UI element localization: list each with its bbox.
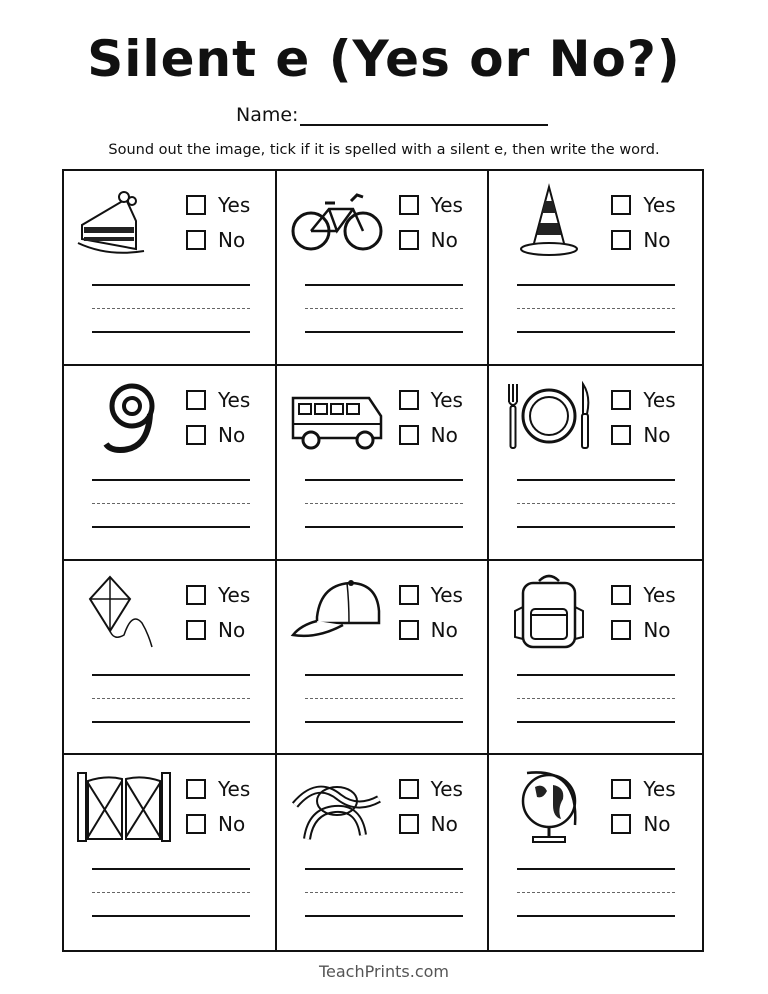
writing-line-top[interactable] (92, 674, 250, 676)
yes-checkbox[interactable] (399, 195, 419, 215)
worksheet-cell (277, 171, 490, 366)
writing-line-dashed (517, 892, 675, 893)
instructions: Sound out the image, tick if it is spelled with a silent e, then write the word. (108, 142, 660, 158)
writing-line-bottom[interactable] (517, 721, 675, 723)
writing-line-top[interactable] (305, 479, 463, 481)
no-checkbox[interactable] (186, 230, 206, 250)
footer-credit: TeachPrints.com (318, 962, 450, 981)
writing-line-top[interactable] (517, 284, 675, 286)
yes-checkbox[interactable] (611, 195, 631, 215)
writing-line-top[interactable] (517, 674, 675, 676)
yes-checkbox[interactable] (186, 585, 206, 605)
writing-line-top[interactable] (517, 868, 675, 870)
yes-option[interactable] (611, 583, 675, 607)
writing-line-dashed (517, 503, 675, 504)
name-input-line[interactable] (300, 104, 548, 126)
yes-option[interactable] (186, 388, 250, 412)
no-label: No (430, 422, 458, 447)
yes-option[interactable] (399, 388, 463, 412)
no-label: No (643, 228, 671, 252)
writing-line-top[interactable] (92, 868, 250, 870)
writing-line-top[interactable] (305, 284, 463, 286)
worksheet-title: Silent e (Yes or No?) (87, 30, 681, 88)
yes-label: Yes (430, 777, 463, 802)
yes-checkbox[interactable] (611, 779, 631, 799)
yes-label: Yes (430, 582, 463, 607)
yes-checkbox[interactable] (186, 779, 206, 799)
writing-line-dashed (305, 892, 463, 893)
no-checkbox[interactable] (186, 425, 206, 445)
wooden-gate-icon (74, 765, 174, 845)
writing-line-top[interactable] (517, 479, 675, 481)
worksheet-cell (277, 561, 490, 756)
no-label: No (643, 422, 671, 447)
yes-option[interactable] (611, 777, 675, 801)
no-label: No (218, 617, 246, 642)
no-label: No (218, 422, 246, 447)
yes-option[interactable] (399, 777, 463, 801)
yes-checkbox[interactable] (611, 390, 631, 410)
no-checkbox[interactable] (611, 620, 631, 640)
yes-option[interactable] (186, 583, 250, 607)
writing-line-bottom[interactable] (305, 721, 463, 723)
yes-option[interactable] (399, 583, 463, 607)
no-option[interactable] (186, 423, 245, 447)
writing-line-dashed (92, 698, 250, 699)
no-checkbox[interactable] (399, 814, 419, 834)
worksheet-cell (64, 366, 277, 561)
writing-line-top[interactable] (305, 674, 463, 676)
writing-line-dashed (305, 698, 463, 699)
baseball-cap-icon (287, 571, 387, 651)
no-label: No (430, 812, 458, 837)
writing-line-top[interactable] (92, 479, 250, 481)
yes-checkbox[interactable] (399, 585, 419, 605)
writing-line-dashed (305, 503, 463, 504)
yes-label: Yes (430, 387, 463, 412)
writing-line-top[interactable] (92, 284, 250, 286)
yes-checkbox[interactable] (399, 390, 419, 410)
no-option[interactable] (611, 423, 670, 447)
no-label: No (430, 228, 458, 252)
writing-line-bottom[interactable] (517, 331, 675, 333)
yes-label: Yes (643, 777, 676, 802)
no-label: No (643, 617, 671, 642)
no-label: No (643, 812, 671, 837)
no-option[interactable] (399, 228, 458, 252)
no-option[interactable] (186, 618, 245, 642)
globe-icon (499, 765, 599, 845)
writing-line-dashed (517, 308, 675, 309)
yes-label: Yes (643, 582, 676, 607)
yes-label: Yes (218, 193, 251, 217)
writing-line-bottom[interactable] (305, 915, 463, 917)
no-option[interactable] (611, 812, 670, 836)
no-checkbox[interactable] (399, 620, 419, 640)
writing-line-dashed (92, 308, 250, 309)
yes-label: Yes (643, 387, 676, 412)
writing-line-bottom[interactable] (92, 331, 250, 333)
no-option[interactable] (399, 423, 458, 447)
no-option[interactable] (611, 618, 670, 642)
no-option[interactable] (399, 812, 458, 836)
writing-line-bottom[interactable] (517, 526, 675, 528)
no-checkbox[interactable] (186, 620, 206, 640)
no-checkbox[interactable] (611, 425, 631, 445)
yes-option[interactable] (186, 193, 250, 217)
worksheet-cell (64, 755, 277, 950)
rope-knot-icon (287, 765, 387, 845)
worksheet-cell (489, 171, 702, 366)
writing-line-bottom[interactable] (92, 915, 250, 917)
no-checkbox[interactable] (399, 425, 419, 445)
name-field-row (236, 104, 548, 126)
worksheet-cell (489, 755, 702, 950)
writing-line-dashed (92, 503, 250, 504)
no-label: No (430, 617, 458, 642)
yes-option[interactable] (399, 193, 463, 217)
backpack-icon (499, 571, 599, 651)
school-bus-icon (287, 376, 387, 456)
no-option[interactable] (611, 228, 670, 252)
worksheet-cell (277, 366, 490, 561)
cake-slice-icon (74, 181, 174, 261)
yes-label: Yes (218, 777, 251, 802)
writing-line-top[interactable] (305, 868, 463, 870)
name-label: Name: (236, 104, 299, 126)
yes-label: Yes (218, 582, 251, 607)
no-label: No (218, 812, 246, 837)
worksheet-cell (489, 366, 702, 561)
no-checkbox[interactable] (186, 814, 206, 834)
traffic-cone-icon (499, 181, 599, 261)
yes-option[interactable] (186, 777, 250, 801)
yes-label: Yes (218, 387, 251, 412)
yes-label: Yes (430, 193, 463, 217)
no-checkbox[interactable] (611, 230, 631, 250)
writing-line-bottom[interactable] (305, 331, 463, 333)
no-option[interactable] (399, 618, 458, 642)
plate-fork-knife-icon (499, 376, 599, 456)
writing-line-bottom[interactable] (92, 526, 250, 528)
yes-checkbox[interactable] (611, 585, 631, 605)
kite-icon (74, 571, 174, 651)
worksheet-grid (62, 169, 704, 952)
no-option[interactable] (186, 228, 245, 252)
yes-option[interactable] (611, 388, 675, 412)
worksheet-cell (277, 755, 490, 950)
writing-line-bottom[interactable] (92, 721, 250, 723)
writing-line-dashed (92, 892, 250, 893)
no-option[interactable] (186, 812, 245, 836)
yes-checkbox[interactable] (186, 390, 206, 410)
writing-line-bottom[interactable] (517, 915, 675, 917)
yes-label: Yes (643, 193, 676, 217)
worksheet-cell (64, 171, 277, 366)
bicycle-icon (287, 181, 387, 261)
yes-checkbox[interactable] (186, 195, 206, 215)
worksheet-cell (64, 561, 277, 756)
number-nine-icon (74, 376, 174, 456)
worksheet-cell (489, 561, 702, 756)
no-checkbox[interactable] (611, 814, 631, 834)
writing-line-dashed (305, 308, 463, 309)
writing-line-dashed (517, 698, 675, 699)
yes-option[interactable] (611, 193, 675, 217)
writing-line-bottom[interactable] (305, 526, 463, 528)
no-checkbox[interactable] (399, 230, 419, 250)
yes-checkbox[interactable] (399, 779, 419, 799)
no-label: No (218, 228, 246, 252)
